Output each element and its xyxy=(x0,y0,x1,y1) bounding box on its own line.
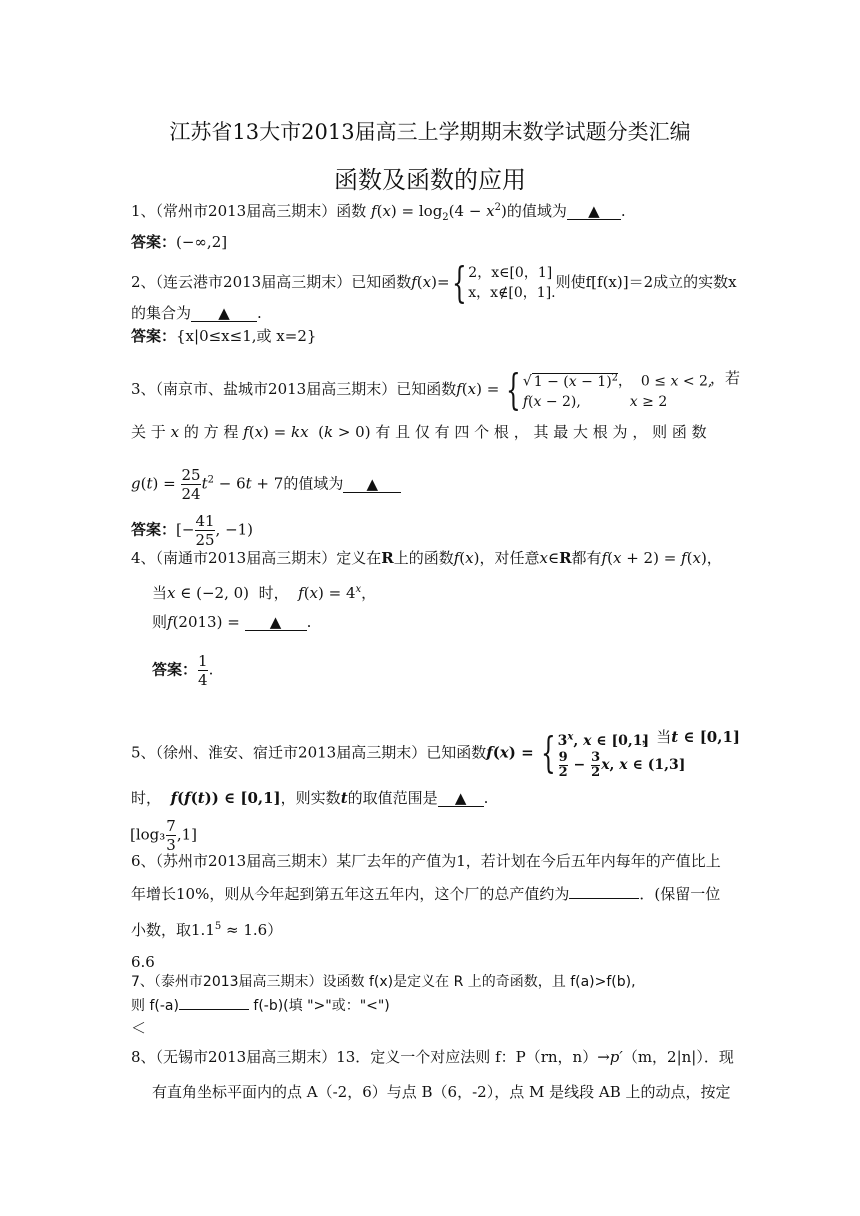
document-title: 江苏省13大市2013届高三上学期期末数学试题分类汇编 xyxy=(169,120,691,144)
answer-6: 6.6 xyxy=(131,953,155,971)
question-6-line3: 小数，取$1.1^5 \approx 1.6$） xyxy=(131,921,283,939)
question-5-line2: 时， f(f(t)) ∈ [0,1]，则实数t的取值范围是 ▲ . xyxy=(131,789,489,807)
document-subtitle: 函数及函数的应用 xyxy=(334,166,526,194)
question-7-line2: 则 f(-a) f(-b)(填 ">"或："<") xyxy=(131,998,390,1014)
question-4-line3: 则f(2013) = ▲ . xyxy=(152,613,312,631)
answer-4: 答案： $\frac{1}{4}$ . xyxy=(152,652,214,689)
answer-2: 答案：{x|0≤x≤1,或 x=2} xyxy=(131,327,317,345)
question-6-line2: 年增长10%，则从今年起到第五年这五年内，这个厂的总产值约为 ．(保留一位 xyxy=(131,885,721,903)
question-3-line3: g(t) = $\frac{25}{24}$ $t^2 - 6t + 7$的值域为 ▲ xyxy=(131,466,740,503)
question-3: 3、（南京市、盐城市2013届高三期末）已知函数f(x) = { √ $1 - (x - 1)^2$， 0 ≤ x < 2, f(x − 2), x ≥ 2 ，若 xyxy=(131,364,740,414)
question-8-line2: 有直角坐标平面内的点 A（-2，6）与点 B（6，-2），点 M 是线段 AB 上的动点，按定 xyxy=(152,1083,731,1101)
question-2: 2、（连云港市2013届高三期末）已知函数f(x)={ 2，x∈[0，1] x，x∉[0，1].则使f[f(x)]＝2成立的实数x xyxy=(131,258,737,307)
question-6: 6、（苏州市2013届高三期末）某厂去年的产值为1，若计划在今后五年内每年的产值比上 xyxy=(131,852,721,870)
answer-3: 答案：[− $\frac{41}{25}$ , −1) xyxy=(131,512,254,549)
question-3-line2: 关 于 x 的 方 程 f(x) = kx (k > 0) 有 且 仅 有 四 个 根 ， 其 最 大 根 为 ， 则 函 数 xyxy=(131,423,707,441)
question-4: 4、（南通市2013届高三期末）定义在R上的函数f(x)，对任意x∈R都有f(x + 2) = f(x)， xyxy=(131,549,722,567)
question-1: 1、（常州市2013届高三期末）函数 $f(x) = \log_2(4 - x^2)$的值域为 ▲ . xyxy=(131,202,626,223)
answer-blank: ▲ xyxy=(567,203,621,220)
question-2-line2: 的集合为 ▲ . xyxy=(131,304,262,322)
question-4-line2: 当x ∈ (−2, 0) 时， $f(x) = 4^x$， xyxy=(152,584,377,602)
answer-1: 答案：(−∞,2] xyxy=(131,233,228,251)
question-7: 7、（泰州市2013届高三期末）设函数 f(x)是定义在 R 上的奇函数，且 f(a)>f(b), xyxy=(131,974,636,990)
answer-7: ＜ xyxy=(131,1019,147,1037)
answer-5: [log₃ $\frac{7}{3}$ ,1] xyxy=(130,817,198,854)
question-5: 5、（徐州、淮安、宿迁市2013届高三期末）已知函数f(x) = { 3$^x$, x ∈ [0,1] $\frac{9}{2}$ − $\frac{3}{2}$ x, x ∈ (1,3] ，当t ∈ [0,1] xyxy=(131,728,740,780)
question-8: 8、（无锡市2013届高三期末）13．定义一个对应法则 f：P（rn，n）→p′（m，2|n|）．现 xyxy=(131,1048,734,1066)
